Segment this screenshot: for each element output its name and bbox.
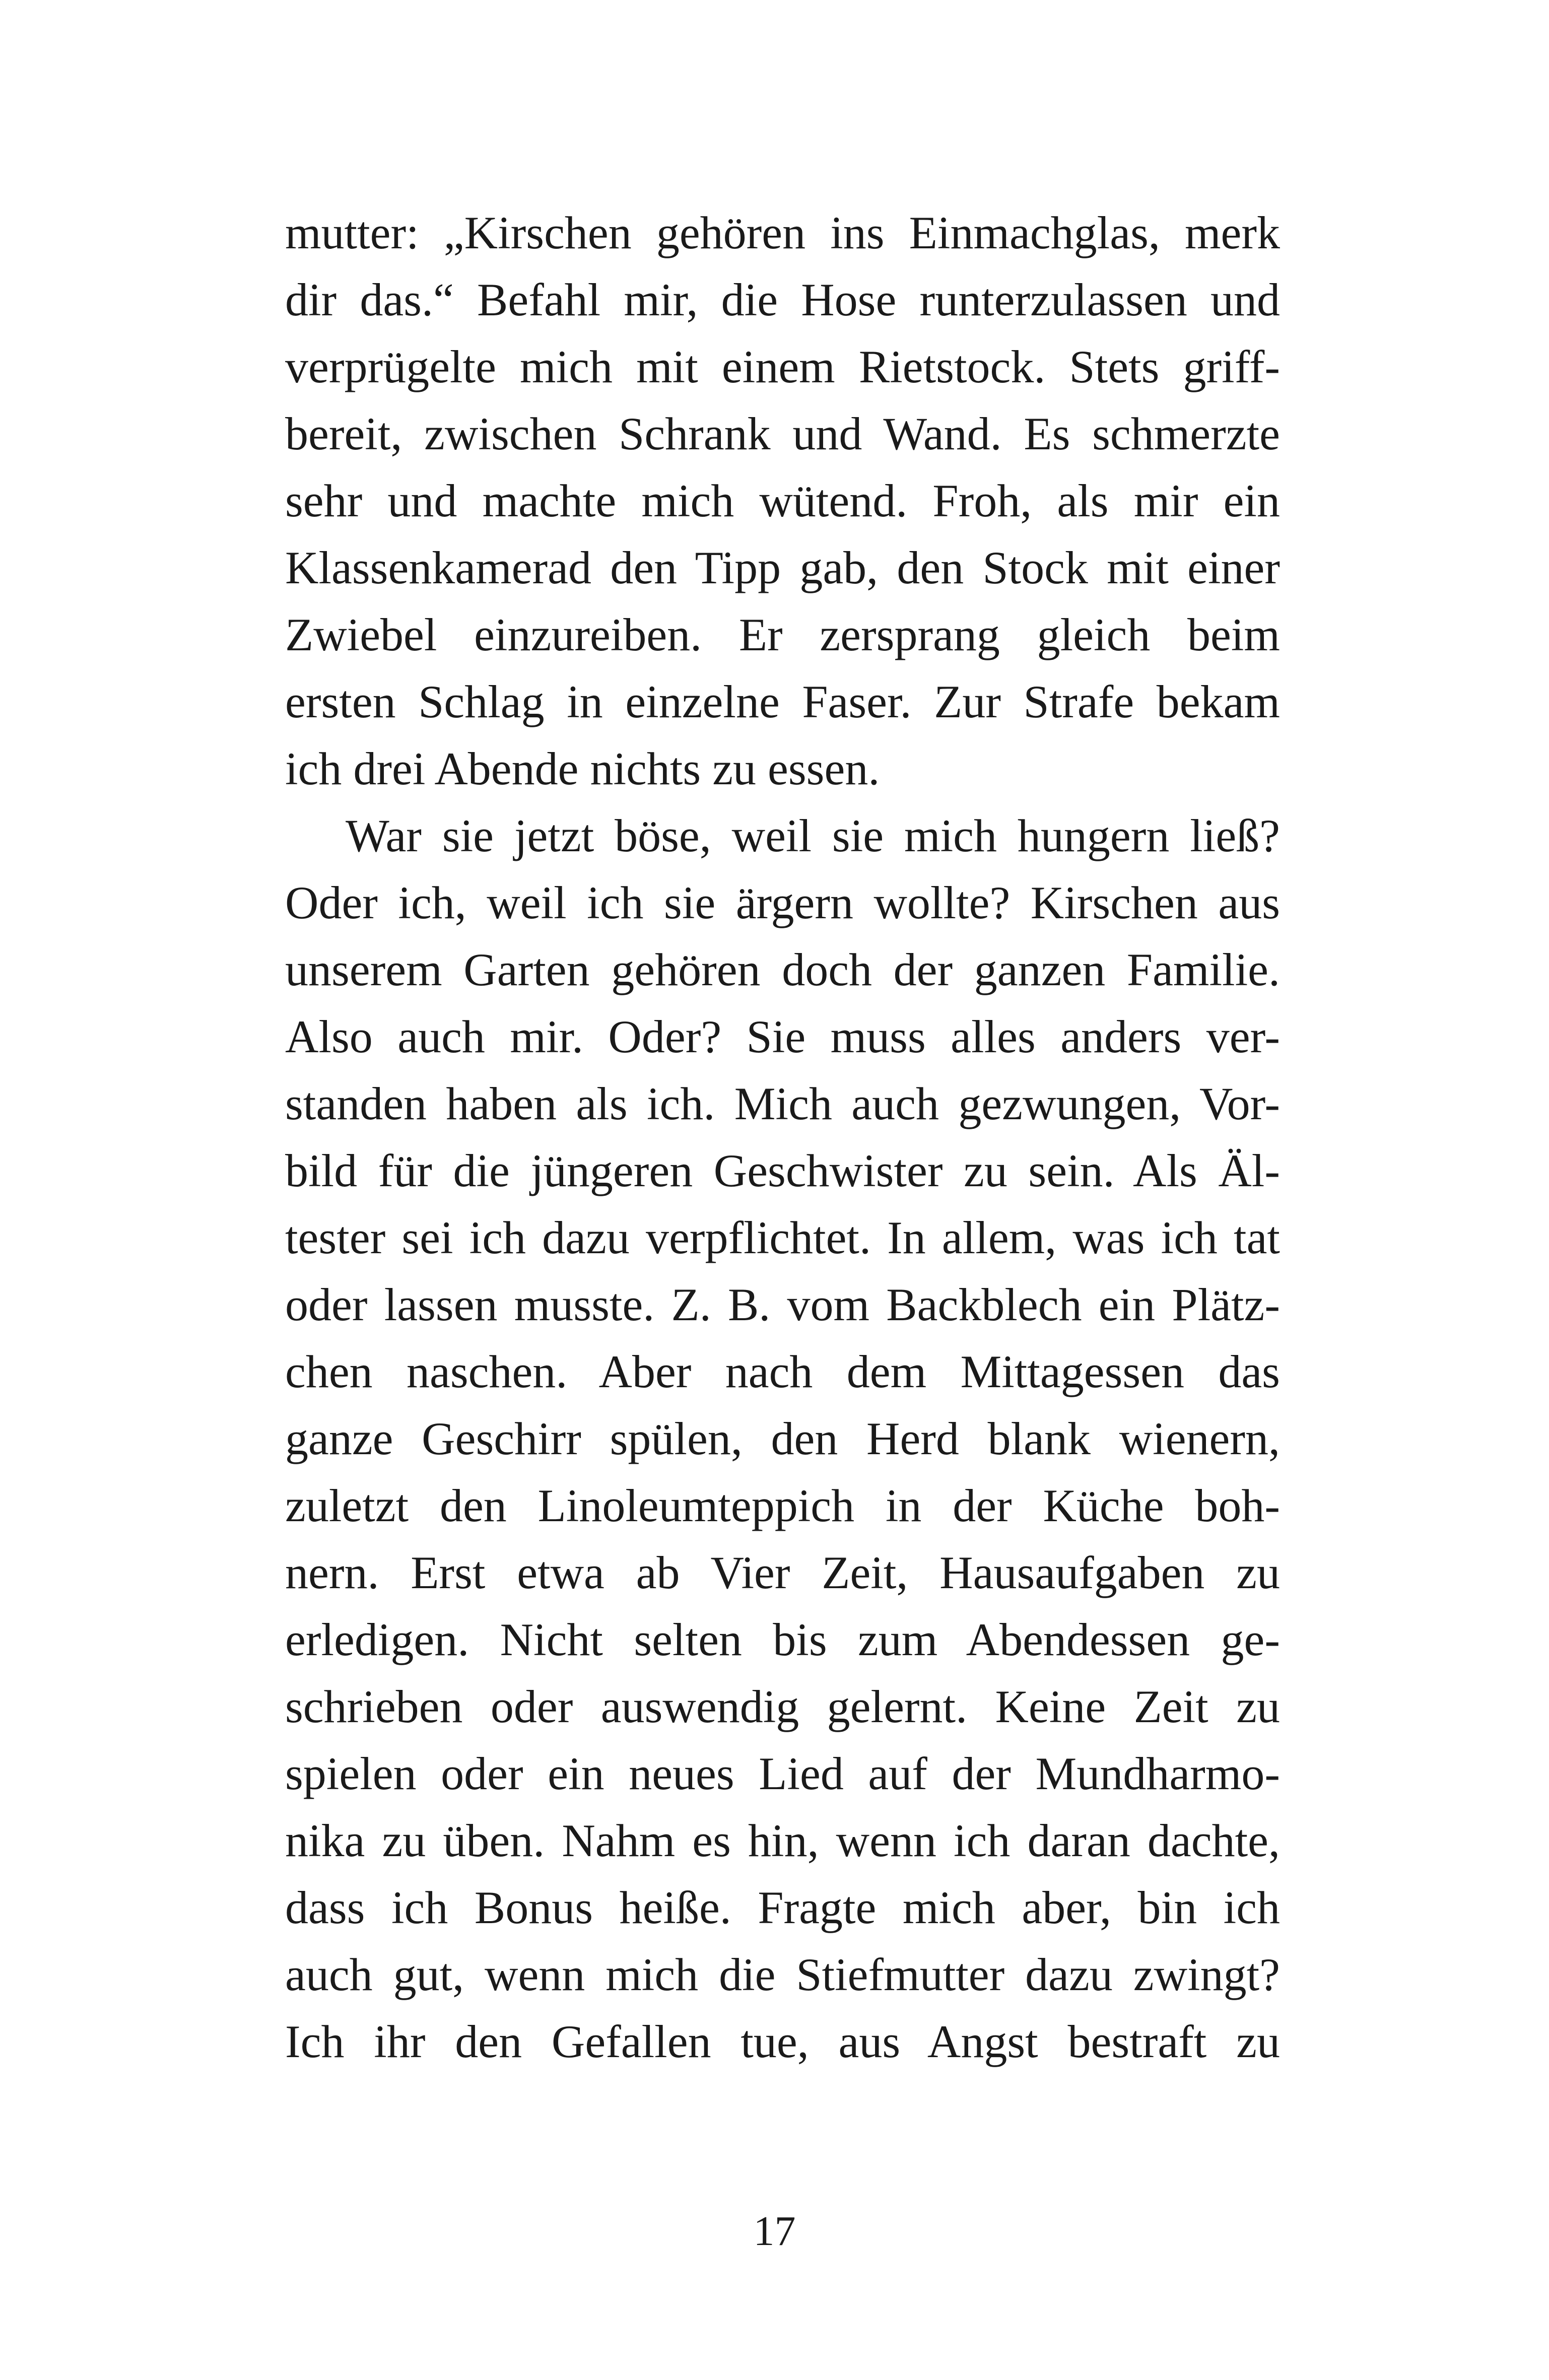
text-line: ersten Schlag in einzelne Faser. Zur Strafe bekam — [285, 676, 1280, 727]
text-line: unserem Garten gehören doch der ganzen Familie. — [285, 944, 1280, 995]
paragraph-start-line: War sie jetzt böse, weil sie mich hungern ließ? — [346, 810, 1280, 861]
text-line: Klassenkamerad den Tipp gab, den Stock mit einer — [285, 542, 1280, 593]
text-line: mutter: „Kirschen gehören ins Einmachglas, merk — [285, 207, 1280, 258]
text-line: dir das.“ Befahl mir, die Hose runterzulassen und — [285, 274, 1280, 325]
text-line: verprügelte mich mit einem Rietstock. Stets griff- — [285, 341, 1280, 392]
text-line: nika zu üben. Nahm es hin, wenn ich daran dachte, — [285, 1815, 1280, 1866]
text-line: sehr und machte mich wütend. Froh, als mir ein — [285, 475, 1280, 526]
text-line: chen naschen. Aber nach dem Mittagessen das — [285, 1346, 1280, 1397]
text-line: spielen oder ein neues Lied auf der Mundharmo- — [285, 1748, 1280, 1799]
text-line: Zwiebel einzureiben. Er zersprang gleich beim — [285, 609, 1280, 660]
text-line: nern. Erst etwa ab Vier Zeit, Hausaufgaben zu — [285, 1547, 1280, 1598]
text-line: Oder ich, weil ich sie ärgern wollte? Kirschen aus — [285, 877, 1280, 928]
text-line: auch gut, wenn mich die Stiefmutter dazu zwingt? — [285, 1949, 1280, 2000]
text-line: tester sei ich dazu verpflichtet. In allem, was ich tat — [285, 1212, 1280, 1263]
text-line: schrieben oder auswendig gelernt. Keine Zeit zu — [285, 1681, 1280, 1732]
text-line: bereit, zwischen Schrank und Wand. Es schmerzte — [285, 408, 1280, 459]
text-line: ganze Geschirr spülen, den Herd blank wienern, — [285, 1413, 1280, 1464]
text-line: Also auch mir. Oder? Sie muss alles anders ver- — [285, 1011, 1280, 1062]
text-line: erledigen. Nicht selten bis zum Abendessen ge- — [285, 1614, 1280, 1665]
text-line: oder lassen musste. Z. B. vom Backblech ein Plätz- — [285, 1279, 1280, 1330]
text-line: zuletzt den Linoleumteppich in der Küche boh- — [285, 1480, 1280, 1531]
text-line: Ich ihr den Gefallen tue, aus Angst bestraft zu — [285, 2016, 1280, 2067]
text-line: standen haben als ich. Mich auch gezwungen, Vor- — [285, 1078, 1280, 1129]
paragraph-end-line: ich drei Abende nichts zu essen. — [285, 743, 880, 794]
text-line: bild für die jüngeren Geschwister zu sein. Als Äl- — [285, 1145, 1280, 1196]
page-number: 17 — [753, 2208, 796, 2255]
text-line: dass ich Bonus heiße. Fragte mich aber, bin ich — [285, 1882, 1280, 1933]
body-text — [285, 199, 1280, 2075]
